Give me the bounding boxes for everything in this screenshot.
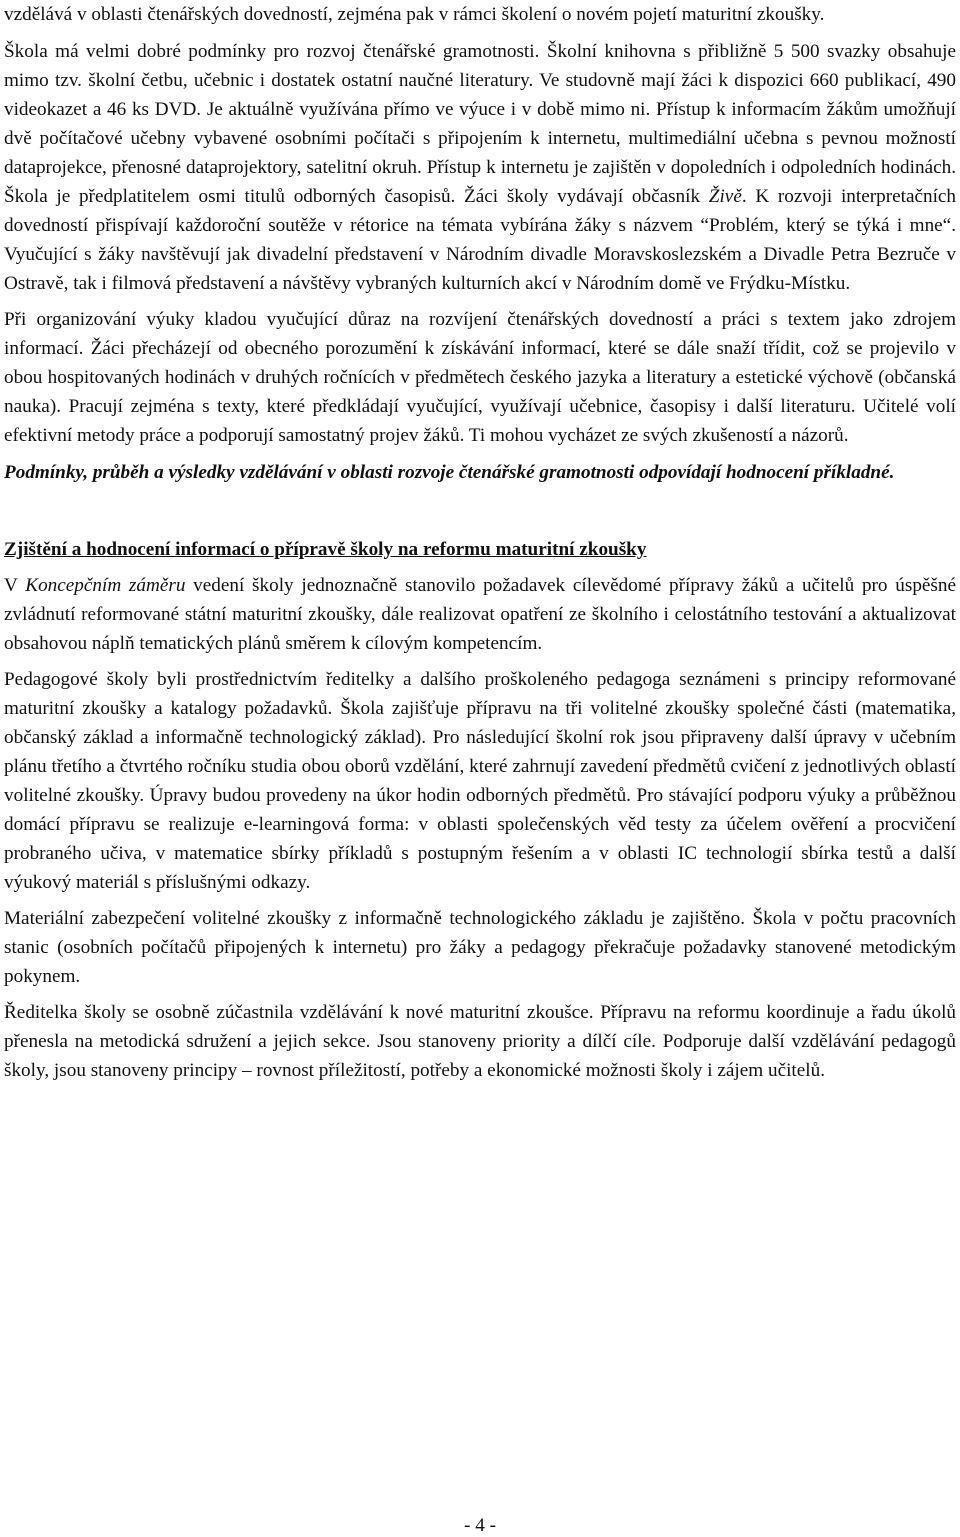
magazine-title: Živě bbox=[708, 186, 742, 207]
paragraph-teaching-organization: Při organizování výuky kladou vyučující důraz na rozvíjení čtenářských dovedností a práci s textem jako zdrojem informací. Žáci přecházejí od obecného porozumění k získávání informací, které se dále snaží třídit, což se projevilo v obou hospitovaných hodinách v druhých ročnících v předmětech českého jazyka a literatury a estetické výchově (občanská nauka). Pracují zejména s texty, které předkládají vyučující, využívají učebnice, časopisy i další literaturu. Učitelé volí efektivní metody práce a podporují samostatný projev žáků. Ti mohou vycházet ze svých zkušeností a názorů. bbox=[4, 309, 956, 446]
paragraph-concept-start: V bbox=[4, 575, 26, 596]
paragraph-library-text-rest: . K rozvoji interpretačních dovedností přispívají každoroční soutěže v rétorice na témata vybírána žáky s názvem “Problém, který se týká i mne“. Vyučující s žáky navštěvují jak divadelní představení v Národním divadle Moravskoslezském a Divadle Petra Bezruče v Ostravě, tak i filmová představení a návštěvy vybraných kulturních akcí v Národním domě ve Frýdku-Místku. bbox=[4, 186, 957, 294]
paragraph-material-equipment: Materiální zabezpečení volitelné zkoušky z informačně technologického základu je zajištěno. Škola v počtu pracovních stanic (osobních počítačů připojených k internetu) pro žáky a pedagogy překračuje požadavky stanovené metodickým pokynem. bbox=[4, 908, 956, 987]
paragraph-concept-plan bbox=[4, 571, 956, 658]
paragraph-library-text: Škola má velmi dobré podmínky pro rozvoj čtenářské gramotnosti. Školní knihovna s přibližně 5 500 svazky obsahuje mimo tzv. školní četbu, učebnic i dostatek ostatní naučné literatury. Ve studovně mají žáci k dispozici 660 publikací, 490 videokazet a 46 ks DVD. Je aktuálně využívána přímo ve výuce i v době mimo ni. Přístup k informacím žákům umožňují dvě počítačové učebny vybavené osobními počítači s připojením k internetu, multimediální učebna s pevnou možností dataprojekce, přenosné dataprojektory, satelitní okruh. Přístup k internetu je zajištěn v dopoledních i odpoledních hodinách. Škola je předplatitelem osmi titulů odborných časopisů. Žáci školy vydávají občasník bbox=[4, 41, 956, 207]
concept-plan-title: Koncepčním záměru bbox=[25, 575, 186, 596]
paragraph-director-involvement: Ředitelka školy se osobně zúčastnila vzdělávání k nové maturitní zkoušce. Přípravu na reformu koordinuje a řadu úkolů přenesla na metodická sdružení a jejich sekce. Jsou stanoveny priority a dílčí cíle. Podporuje další vzdělávání pedagogů školy, jsou stanoveny principy – rovnost příležitostí, potřeby a ekonomické možnosti školy i zájem učitelů. bbox=[4, 1002, 956, 1081]
conclusion-statement: Podmínky, průběh a výsledky vzdělávání v oblasti rozvoje čtenářské gramotnosti odpovídají hodnocení příkladné. bbox=[4, 462, 895, 483]
paragraph-library-conditions bbox=[4, 37, 956, 298]
paragraph-teacher-preparation: Pedagogové školy byli prostřednictvím ředitelky a dalšího proškoleného pedagoga seznámeni s principy reformované maturitní zkoušky a katalogy požadavků. Škola zajišťuje přípravu na tři volitelné zkoušky společné části (matematika, občanský základ a informačně technologický základ). Pro následující školní rok jsou připraveny další úpravy v učebním plánu třetího a čtvrtého ročníku studia obou oborů vzdělání, které zahrnují zavedení předmětů cvičení z jednotlivých oblastí volitelné zkoušky. Úpravy budou provedeny na úkor hodin odborných předmětů. Pro stávající podporu výuky a průběžnou domácí přípravu se realizuje e-learningová forma: v oblasti společenských věd testy za účelem ověření a procvičení probraného učiva, v matematice sbírky příkladů s postupným řešením a v oblasti IC technologií sbírka testů a další výukový materiál s příslušnými odkazy. bbox=[4, 669, 956, 893]
paragraph-reading-skills-training: vzdělává v oblasti čtenářských dovedností, zejména pak v rámci školení o novém pojetí maturitní zkoušky. bbox=[4, 4, 825, 25]
paragraph-concept-rest: vedení školy jednoznačně stanovilo požadavek cílevědomé přípravy žáků a učitelů pro úspěšné zvládnutí reformované státní maturitní zkoušky, dále realizovat opatření ze školního i celostátního testování a aktualizovat obsahovou náplň tematických plánů směrem k cílovým kompetencím. bbox=[4, 575, 957, 654]
section-heading: Zjištění a hodnocení informací o přípravě školy na reformu maturitní zkoušky bbox=[4, 539, 647, 560]
page-number: - 4 - bbox=[464, 1515, 496, 1536]
document-page bbox=[4, 0, 956, 1085]
